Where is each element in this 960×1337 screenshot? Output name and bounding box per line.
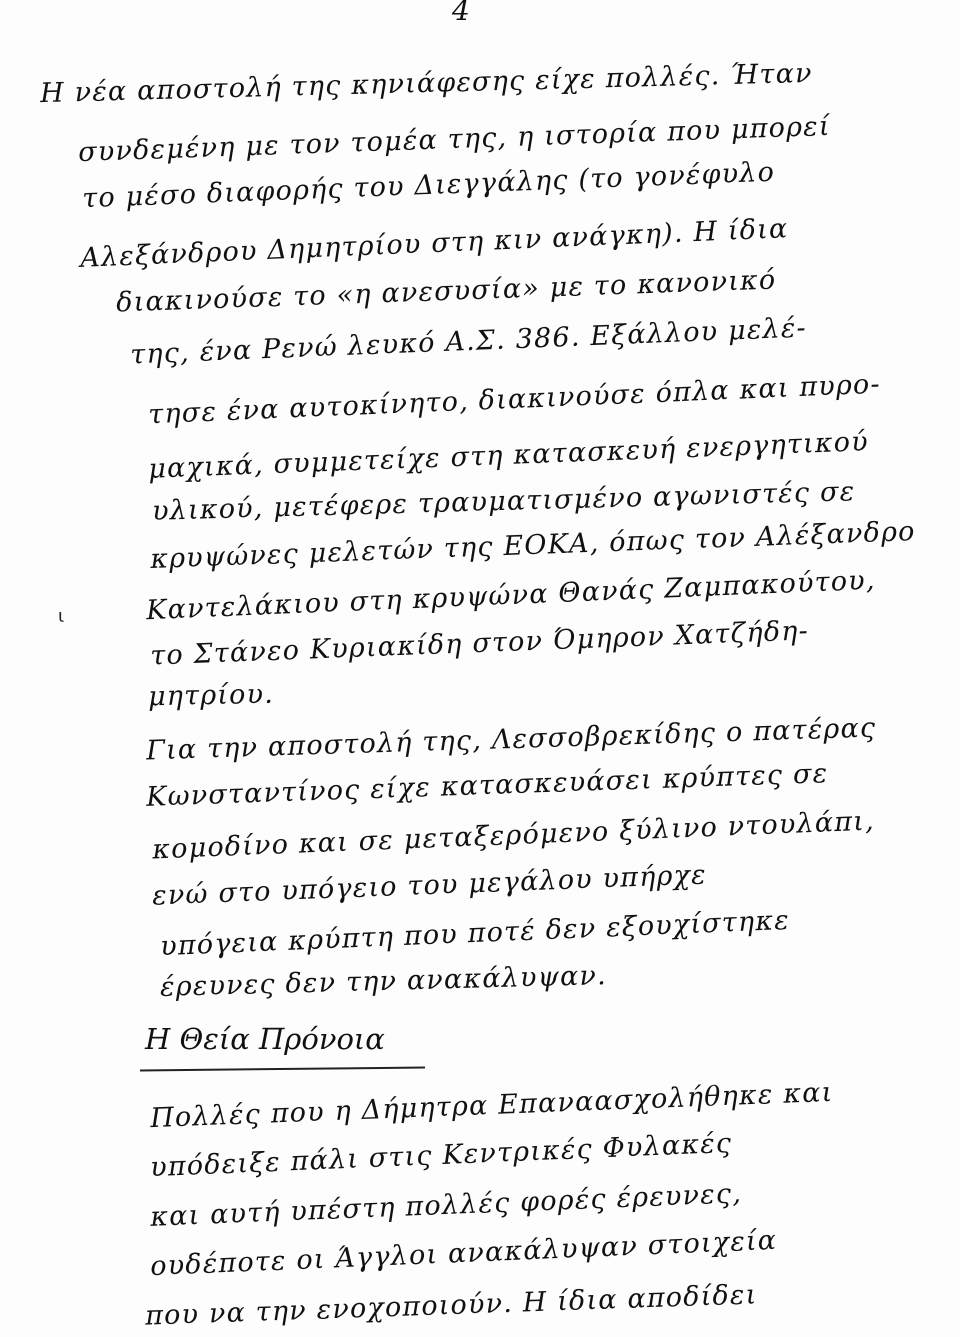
text-line: κομοδίνο και σε μεταξερόμενο ξύλινο ντουλάπι, <box>151 805 876 866</box>
text-line: ενώ στο υπόγειο του μεγάλου υπήρχε <box>151 859 708 912</box>
text-line: Η νέα αποστολή της κηνιάφεσης είχε πολλές. Ήταν <box>39 57 814 110</box>
text-line: κρυψώνες μελετών της ΕΟΚΑ, όπως τον Αλέξανδρο <box>149 515 917 576</box>
text-line: υλικού, μετέφερε τραυματισμένο αγωνιστές σε <box>151 476 856 527</box>
text-line: το μέσο διαφορής του Διεγγάλης (το γονέφυλο <box>81 156 776 215</box>
text-line: έρευνες δεν την ανακάλυψαν. <box>159 960 608 1003</box>
heading-underline <box>140 1067 425 1072</box>
text-line: ουδέποτε οι Άγγλοι ανακάλυψαν στοιχεία <box>149 1224 778 1283</box>
section-heading: Η Θεία Πρόνοια <box>145 1022 385 1056</box>
text-line: Κωνσταντίνος είχε κατασκευάσει κρύπτες σε <box>145 758 829 813</box>
text-line: τησε ένα αυτοκίνητο, διακινούσε όπλα και πυρο- <box>147 368 882 431</box>
text-line: Καντελάκιου στη κρυψώνα Θανάς Ζαμπακούτου, <box>145 564 877 627</box>
text-line: που να την ενοχοποιούν. Η ίδια αποδίδει <box>144 1279 758 1332</box>
text-line: διακινούσε το «η ανεσυσία» με το κανονικό <box>115 264 777 319</box>
margin-mark: ι <box>58 606 65 627</box>
text-line: μητρίου. <box>147 678 275 713</box>
text-line: και αυτή υπέστη πολλές φορές έρευνες, <box>149 1178 743 1233</box>
text-line: Αλεξάνδρου Δημητρίου στη κιν ανάγκη). Η ίδια <box>79 213 789 274</box>
text-line: Για την αποστολή της, Λεσσοβρεκίδης ο πατέρας <box>145 712 877 767</box>
text-line: το Στάνεο Κυριακίδη στον Όμηρον Χατζήδη- <box>149 615 810 672</box>
text-line: συνδεμένη με τον τομέα της, η ιστορία που μπορεί <box>77 110 832 169</box>
text-line: της, ένα Ρενώ λευκό Α.Σ. 386. Εξάλλου μελέ- <box>129 312 808 371</box>
text-line: υπόδειξε πάλι στις Κεντρικές Φυλακές <box>149 1127 733 1184</box>
page-number: 4 <box>452 0 470 27</box>
text-line: Πολλές που η Δήμητρα Επαναασχολήθηκε και <box>149 1076 834 1135</box>
text-line: υπόγεια κρύπτη που ποτέ δεν εξουχίστηκε <box>159 904 791 963</box>
text-line: μαχικά, συμμετείχε στη κατασκευή ενεργητικού <box>147 426 870 485</box>
